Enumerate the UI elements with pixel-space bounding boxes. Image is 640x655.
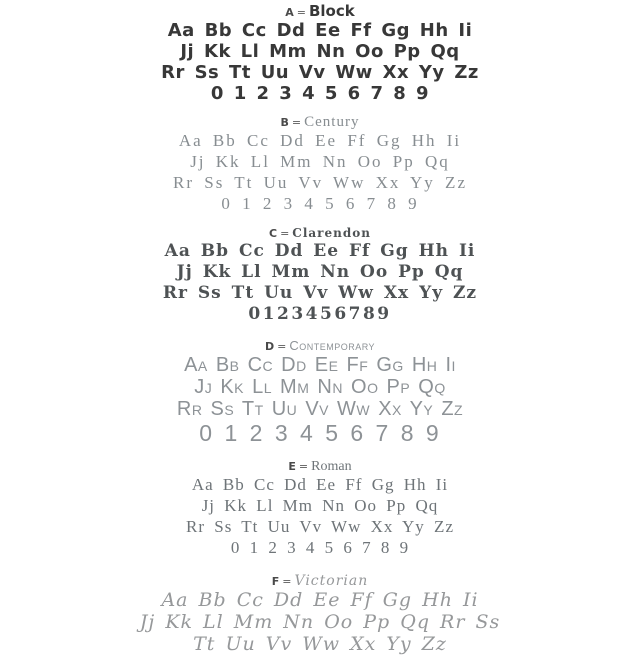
section-font-name: Century <box>304 114 360 130</box>
section-letter: C <box>269 227 278 240</box>
section-letter: B <box>280 116 289 129</box>
section-header <box>0 457 640 474</box>
equals-sign: = <box>296 6 306 19</box>
alphabet-row-1: Aa Bb Cc Dd Ee Ff Gg Hh Ii <box>184 354 456 376</box>
alphabet-row-3: Rr Ss Tt Uu Vv Ww Xx Yy Zz <box>161 62 479 83</box>
section-font-name: Block <box>308 2 355 20</box>
alphabet-row-2: Jj Kk Ll Mm Nn Oo Pp Qq <box>201 496 439 515</box>
alphabet-row-2: Jj Kk Ll Mm Nn Oo Pp Qq Rr Ss <box>139 611 501 633</box>
numbers-row: 0 1 2 3 4 5 6 7 8 9 <box>199 420 441 446</box>
section-font-name: Victorian <box>294 573 369 589</box>
alphabet-row-3: Rr Ss Tt Uu Vv Ww Xx Yy Zz <box>162 283 478 303</box>
alphabet-row-3: Rr Ss Tt Uu Vv Ww Xx Yy Zz <box>186 517 454 536</box>
section-letter: D <box>264 340 275 353</box>
equals-sign: = <box>282 575 292 588</box>
section-font-name: Contemporary <box>289 338 376 353</box>
alphabet-row-2: Jj Kk Ll Mm Nn Oo Pp Qq <box>176 262 464 282</box>
numbers-row: 0 1 2 3 4 5 6 7 8 9 <box>221 194 419 213</box>
section-letter: F <box>271 575 280 588</box>
numbers-row: 0 1 2 3 4 5 6 7 8 9 <box>230 538 410 557</box>
font-section-roman <box>0 457 640 558</box>
font-section-block <box>0 3 640 104</box>
alphabet-row-2: Jj Kk Ll Mm Nn Oo Pp Qq <box>190 152 450 171</box>
alphabet-row-3: Tt Uu Vv Ww Xx Yy Zz <box>193 633 447 655</box>
font-section-clarendon <box>0 224 640 325</box>
section-header <box>0 113 640 130</box>
numbers-row: 0 1 2 3 4 5 6 7 8 9 <box>210 83 430 104</box>
alphabet-row-1: Aa Bb Cc Dd Ee Ff Gg Hh Ii <box>164 241 476 261</box>
section-header <box>0 572 640 589</box>
alphabet-row-3: Rr Ss Tt Uu Vv Ww Xx Yy Zz <box>173 173 467 192</box>
alphabet-row-1: Aa Bb Cc Dd Ee Ff Gg Hh Ii <box>178 131 462 150</box>
numbers-row: 0123456789 <box>248 304 392 324</box>
font-section-victorian <box>0 572 640 655</box>
equals-sign: = <box>291 116 302 129</box>
equals-sign: = <box>277 340 287 353</box>
section-header <box>0 337 640 354</box>
section-header <box>0 224 640 241</box>
font-section-contemporary <box>0 337 640 446</box>
equals-sign: = <box>280 227 290 240</box>
section-font-name: Clarendon <box>292 226 371 240</box>
equals-sign: = <box>298 460 309 473</box>
section-letter: A <box>285 6 294 19</box>
alphabet-row-1: Aa Bb Cc Dd Ee Ff Gg Hh Ii <box>161 589 479 611</box>
alphabet-row-1: Aa Bb Cc Dd Ee Ff Gg Hh Ii <box>167 20 473 41</box>
alphabet-row-1: Aa Bb Cc Dd Ee Ff Gg Hh Ii <box>191 475 449 494</box>
section-letter: E <box>288 460 296 473</box>
alphabet-row-2: Jj Kk Ll Mm Nn Oo Pp Qq <box>194 376 446 398</box>
section-font-name: Roman <box>311 459 352 474</box>
font-section-century <box>0 113 640 214</box>
section-header <box>0 3 640 20</box>
alphabet-row-2: Jj Kk Ll Mm Nn Oo Pp Qq <box>180 41 460 62</box>
alphabet-row-3: Rr Ss Tt Uu Vv Ww Xx Yy Zz <box>176 398 464 420</box>
